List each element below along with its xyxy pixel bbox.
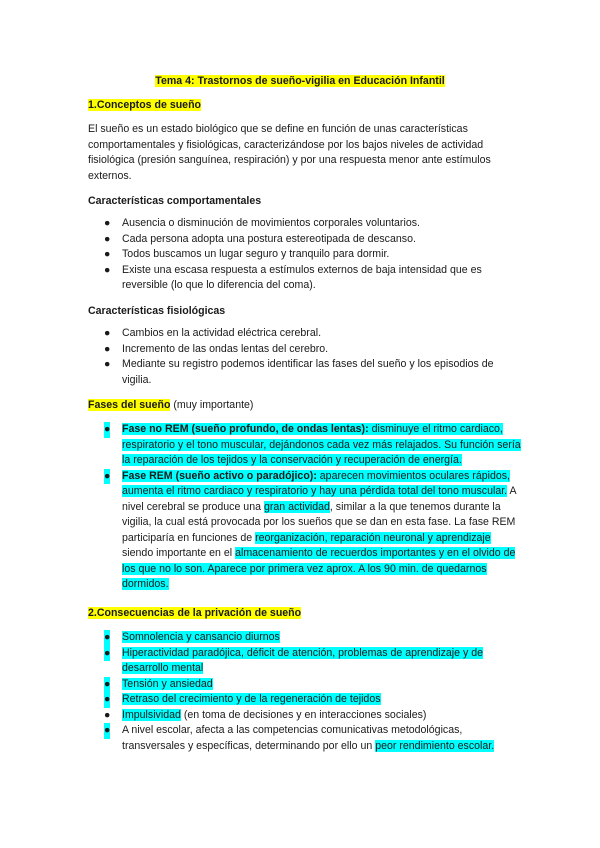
intro-paragraph: El sueño es un estado biológico que se define en función de unas características comportamentales y fisiológicas, caracterizándose por los bajos niveles de actividad fisiológica (presión sanguínea, respiración) y por una respuesta menor ante estímulos externos. <box>88 123 491 182</box>
bullet-icon: ● <box>104 630 110 646</box>
list-item: ● Impulsividad (en toma de decisiones y en interacciones sociales) <box>104 708 524 724</box>
bullet-icon: ● <box>104 646 110 662</box>
list-item: ● Retraso del crecimiento y de la regeneración de tejidos <box>104 692 524 708</box>
title-text: Tema 4: Trastornos de sueño-vigilia en Educación Infantil <box>155 75 445 87</box>
list-item: ● Mediante su registro podemos identificar las fases del sueño y los episodios de vigilia. <box>104 358 494 386</box>
list-item-rem: ● Fase REM (sueño activo o paradójico): aparecen movimientos oculares rápidos, aumenta el ritmo cardiaco y respiratorio y hay una pérdida total del tono muscular. A nivel cerebral se produce una gran actividad, similar a la que tenemos durante la vigilia, la cual está provocada por los sueños que se dan en esta fase. La fase REM participaría en funciones de reorganización, reparación neuronal y aprendizaje siendo importante en el almacenamiento de recuerdos importantes y en el olvido de los que no lo son. Aparece por primera vez aprox. A los 90 min. de quedarnos dormidos. <box>104 469 516 590</box>
bullet-icon: ● <box>104 232 111 245</box>
bullet-icon: ● <box>104 708 111 721</box>
list-item: ● A nivel escolar, afecta a las competencias comunicativas metodológicas, transversales y específicas, determinando por ello un peor rendimiento escolar. <box>104 724 495 752</box>
list-item: ● Incremento de las ondas lentas del cerebro. <box>104 342 524 358</box>
bullet-icon: ● <box>104 248 111 260</box>
bullet-icon: ● <box>104 469 110 485</box>
bullet-icon: ● <box>104 327 111 339</box>
section-heading-consecuencias: 2.Consecuencias de la privación de sueño <box>88 607 302 619</box>
physiological-list <box>104 326 524 388</box>
list-item: ● Tensión y ansiedad <box>104 677 524 693</box>
list-item: ● Cada persona adopta una postura estereotipada de descanso. <box>104 232 524 248</box>
bullet-icon: ● <box>104 217 111 229</box>
list-item-nrem: ● Fase no REM (sueño profundo, de ondas lentas): disminuye el ritmo cardiaco, respiratorio y el tono muscular, dejándonos cada vez más relajados. Su función sería la reparación de los tejidos y la conservación y recuperación de energía. <box>104 423 521 466</box>
phases-list <box>104 422 524 593</box>
list-item: ● Ausencia o disminución de movimientos corporales voluntarios. <box>104 216 524 232</box>
bullet-icon: ● <box>104 692 110 708</box>
subheading-comportamentales: Características comportamentales <box>88 195 262 207</box>
bullet-icon: ● <box>104 342 111 355</box>
list-item: ● Existe una escasa respuesta a estímulos externos de baja intensidad que es reversible (lo que lo diferencia del coma). <box>104 263 482 291</box>
section-heading-conceptos: 1.Conceptos de sueño <box>88 99 202 111</box>
list-item: ● Todos buscamos un lugar seguro y tranquilo para dormir. <box>104 247 524 263</box>
bullet-icon: ● <box>104 422 110 438</box>
subheading-fisiologicas: Características fisiológicas <box>88 305 226 317</box>
bullet-icon: ● <box>104 677 110 693</box>
bullet-icon: ● <box>104 358 111 370</box>
list-item: ● Hiperactividad paradójica, déficit de atención, problemas de aprendizaje y de desarrollo mental <box>104 646 483 674</box>
list-item: ● Somnolencia y cansancio diurnos <box>104 630 524 646</box>
consequences-list <box>104 630 524 754</box>
document-title <box>0 74 600 90</box>
bullet-icon: ● <box>104 723 110 739</box>
list-item: ● Cambios en la actividad eléctrica cerebral. <box>104 326 524 342</box>
behavioral-list <box>104 216 524 294</box>
bullet-icon: ● <box>104 263 111 276</box>
phases-heading: Fases del sueño (muy importante) <box>88 399 254 411</box>
